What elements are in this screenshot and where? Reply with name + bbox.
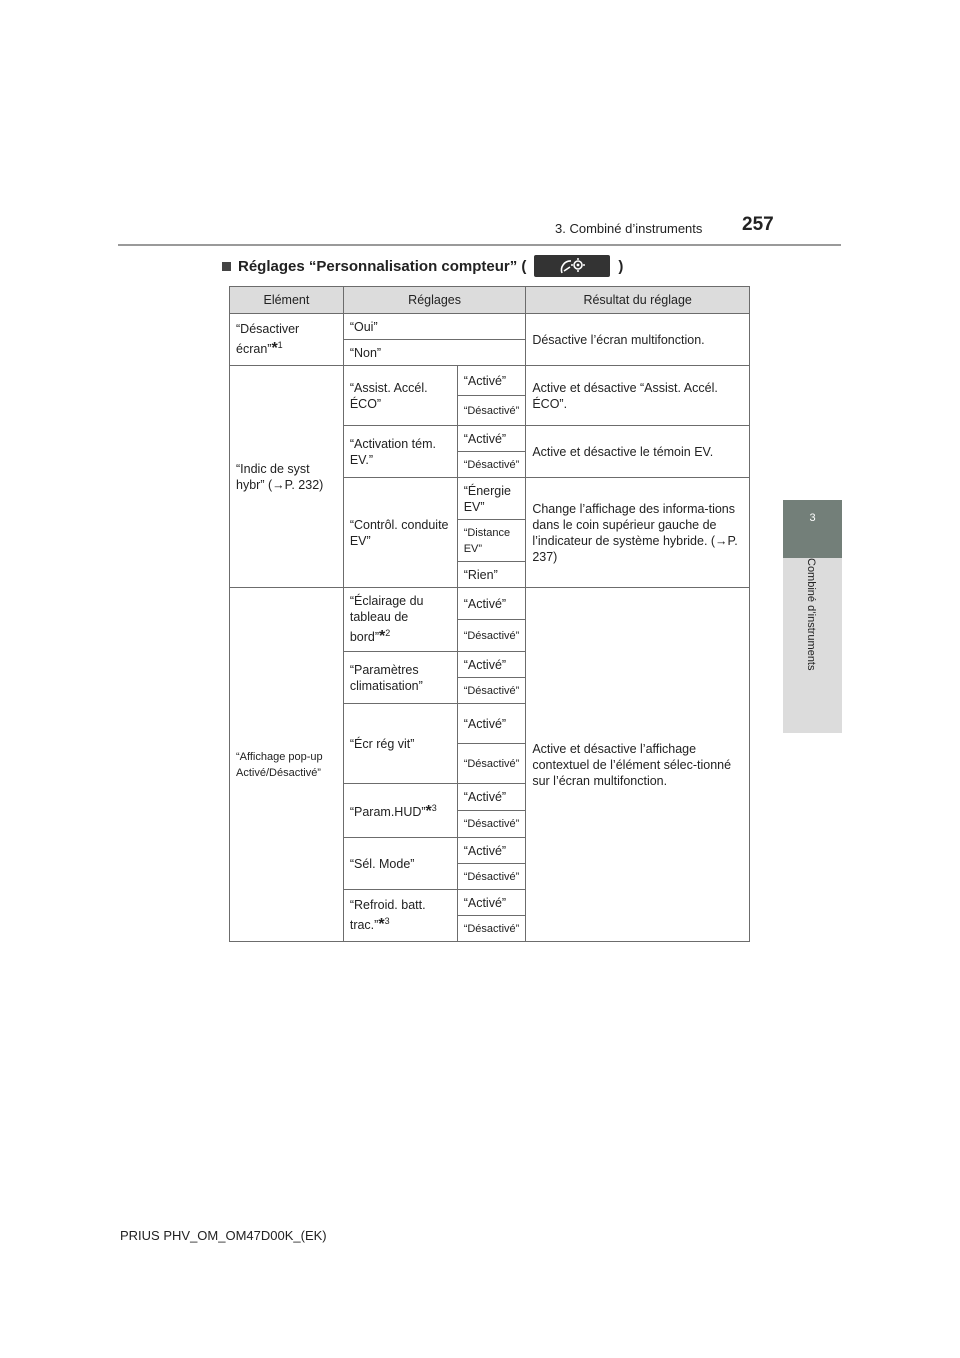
option-cell: “Activé” — [457, 366, 526, 396]
item-cell: “Désactiver écran”*$^1$ — [230, 314, 344, 366]
table-row — [230, 366, 750, 396]
square-bullet-icon — [222, 262, 231, 271]
document-code: PRIUS PHV_OM_OM47D00K_(EK) — [120, 1228, 327, 1243]
result-cell: Change l’affichage des informa-tions dans le coin supérieur gauche de l’indicateur de système hybride. (→P. 237) — [526, 478, 750, 588]
option-cell: “Désactivé” — [457, 916, 526, 942]
option-cell: “Désactivé” — [457, 811, 526, 838]
result-cell: Active et désactive le témoin EV. — [526, 426, 750, 478]
subitem-cell: “Param.HUD”*$^3$ — [343, 784, 457, 838]
result-cell: Active et désactive “Assist. Accél. ÉCO”. — [526, 366, 750, 426]
option-cell: “Désactivé” — [457, 396, 526, 426]
option-cell: “Énergie EV” — [457, 478, 526, 520]
section-heading-close: ) — [618, 257, 624, 275]
chapter-tab-label: Combiné d’instruments — [805, 558, 817, 671]
option-cell: “Activé” — [457, 426, 526, 452]
option-cell: “Activé” — [457, 890, 526, 916]
option-cell: “Rien” — [457, 562, 526, 588]
subitem-cell: “Écr rég vit” — [343, 704, 457, 784]
subitem-cell: “Assist. Accél. ÉCO” — [343, 366, 457, 426]
option-cell: “Activé” — [457, 704, 526, 744]
section-heading-text: Réglages “Personnalisation compteur” ( — [238, 257, 527, 275]
section-heading — [222, 255, 623, 277]
table-row — [230, 588, 750, 620]
item-cell: “Indic de syst hybr” (→P. 232) — [230, 366, 344, 588]
header-result: Résultat du réglage — [526, 287, 750, 314]
option-cell: “Distance EV” — [457, 520, 526, 562]
option-cell: “Oui” — [343, 314, 525, 340]
subitem-cell: “Éclairage du tableau de bord”*$^2$ — [343, 588, 457, 652]
subitem-cell: “Refroid. batt. trac.”*$^3$ — [343, 890, 457, 942]
option-cell: “Désactivé” — [457, 744, 526, 784]
result-cell: Désactive l’écran multifonction. — [526, 314, 750, 366]
gauge-settings-icon — [534, 255, 610, 277]
subitem-cell: “Sél. Mode” — [343, 838, 457, 890]
option-cell: “Activé” — [457, 838, 526, 864]
header-settings: Réglages — [343, 287, 525, 314]
option-cell: “Activé” — [457, 588, 526, 620]
option-cell: “Désactivé” — [457, 864, 526, 890]
subitem-cell: “Contrôl. conduite EV” — [343, 478, 457, 588]
option-cell: “Désactivé” — [457, 678, 526, 704]
header-element: Elément — [230, 287, 344, 314]
subitem-cell: “Paramètres climatisation” — [343, 652, 457, 704]
chapter-tab — [783, 500, 842, 558]
option-cell: “Désactivé” — [457, 452, 526, 478]
item-cell: “Affichage pop-up Activé/Désactivé” — [230, 588, 344, 942]
table-row — [230, 314, 750, 340]
settings-table — [229, 286, 750, 942]
subitem-cell: “Activation tém. EV.” — [343, 426, 457, 478]
result-cell: Active et désactive l’affichage contextuel de l’élément sélec-tionné sur l’écran multifonction. — [526, 588, 750, 942]
option-cell: “Activé” — [457, 784, 526, 811]
chapter-title: 3. Combiné d’instruments — [555, 221, 703, 236]
chapter-tab-number: 3 — [809, 512, 816, 524]
option-cell: “Non” — [343, 340, 525, 366]
option-cell: “Activé” — [457, 652, 526, 678]
header-rule — [118, 244, 841, 246]
page-number: 257 — [742, 214, 774, 235]
table-header-row — [230, 287, 750, 314]
option-cell: “Désactivé” — [457, 620, 526, 652]
